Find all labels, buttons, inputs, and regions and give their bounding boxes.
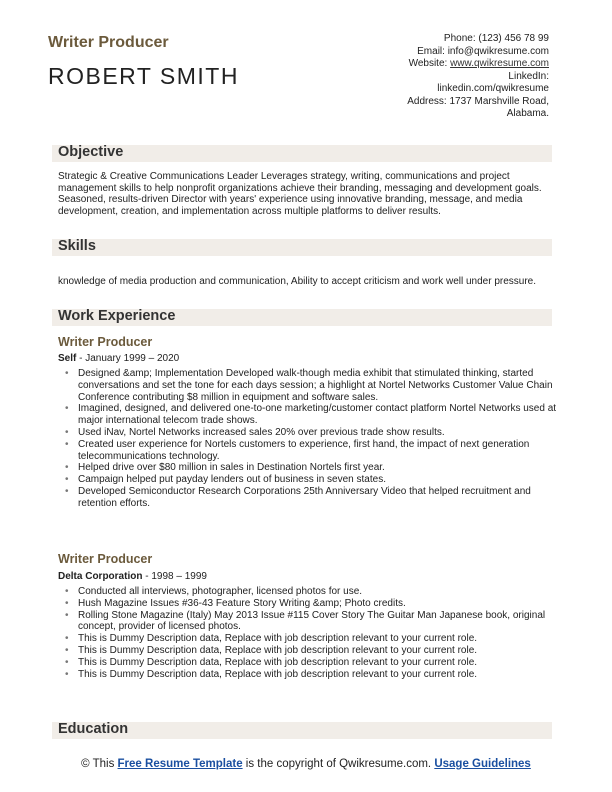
- employer-name: Self: [58, 353, 77, 364]
- list-item: • Created user experience for Nortels customers to experience, first hand, the impact of next generation telecommunications technology.: [65, 438, 530, 462]
- contact-website: [309, 58, 549, 71]
- job-dates: - 1998 – 1999: [142, 571, 207, 582]
- list-item: • This is Dummy Description data, Replace with job description relevant to your current role.: [65, 656, 478, 668]
- bullet-icon: •: [65, 644, 69, 656]
- objective-section-bar: [52, 145, 552, 162]
- objective-text: Strategic & Creative Communications Leader Leverages strategy, writing, communications and project management skills to help nonprofit organizations achieve their branding, messaging and development goals. Seasoned, results-driven Director with years' experience using innovative branding, message, and media development, creation, and implementation across multiple platforms to deliver results.: [58, 171, 542, 217]
- employer-name: Delta Corporation: [58, 571, 143, 582]
- job-dates: - January 1999 – 2020: [76, 353, 180, 364]
- bullet-icon: •: [65, 609, 69, 621]
- list-item: • Designed &amp; Implementation Developed walk-though media exhibit that stimulated thinking, started conversations and set the tone for each days session; a highlight at Nortel Networks Customer Value Chain Conference contributing $8 million in equipment and software sales.: [65, 368, 553, 403]
- candidate-name: ROBERT SMITH: [48, 63, 239, 89]
- list-item: • Imagined, designed, and delivered one-to-one marketing/customer contact platform Nortel Networks used at major international telecom trade shows.: [65, 403, 557, 427]
- job-title: Writer Producer: [58, 552, 153, 566]
- skills-section-bar: [52, 239, 552, 256]
- bullet-icon: •: [65, 668, 69, 680]
- bullet-icon: •: [65, 633, 69, 645]
- contact-phone: Phone: (123) 456 78 99: [443, 33, 549, 44]
- job-employer-line: [58, 353, 179, 364]
- copyright-footer: [60, 758, 552, 771]
- footer-prefix: © This: [81, 758, 118, 770]
- list-item: • Conducted all interviews, photographer, licensed photos for use.: [65, 586, 363, 597]
- job-bullet-list: [64, 368, 558, 510]
- usage-guidelines-link[interactable]: Usage Guidelines: [434, 758, 531, 770]
- bullet-icon: •: [65, 403, 69, 415]
- bullet-icon: •: [65, 485, 69, 497]
- footer-middle: is the copyright of Qwikresume.com.: [242, 758, 435, 770]
- free-resume-template-link[interactable]: Free Resume Template: [117, 758, 243, 770]
- education-title: Education: [58, 721, 129, 737]
- bullet-icon: •: [65, 474, 69, 486]
- list-item: • Rolling Stone Magazine (Italy) May 2013 Issue #115 Cover Story The Guitar Man Japanese book, original concept, provider of licensed photos.: [65, 609, 546, 633]
- bullet-icon: •: [65, 368, 69, 379]
- objective-title: Objective: [58, 144, 124, 160]
- list-item: • Helped drive over $80 million in sales in Destination Nortels first year.: [65, 462, 385, 474]
- bullet-icon: •: [65, 586, 69, 597]
- list-item: • Developed Semiconductor Research Corporations 25th Anniversary Video that helped recruitment and retention efforts.: [65, 485, 531, 509]
- job-bullet-list: [64, 586, 558, 680]
- contact-block: [309, 33, 549, 121]
- list-item: • Campaign helped put payday lenders out of business in seven states.: [65, 474, 386, 486]
- contact-address-line2: Alabama.: [506, 108, 549, 119]
- list-item: • This is Dummy Description data, Replace with job description relevant to your current role.: [65, 633, 478, 645]
- bullet-icon: •: [65, 438, 69, 450]
- contact-address-line1: Address: 1737 Marshville Road,: [407, 95, 549, 107]
- contact-linkedin-label: LinkedIn:: [508, 70, 549, 82]
- website-label: Website:: [408, 58, 451, 69]
- list-item: • This is Dummy Description data, Replace with job description relevant to your current role.: [65, 668, 478, 680]
- contact-linkedin-value: linkedin.com/qwikresume: [437, 83, 549, 94]
- job-employer-line: [58, 571, 207, 582]
- job-title: Writer Producer: [58, 335, 153, 349]
- list-item: • This is Dummy Description data, Replace with job description relevant to your current role.: [65, 644, 478, 656]
- skills-text: knowledge of media production and communication, Ability to accept criticism and work well under pressure.: [58, 276, 537, 287]
- skills-title: Skills: [58, 238, 96, 254]
- list-item: • Used iNav, Nortel Networks increased sales 20% over previous trade show results.: [65, 426, 445, 438]
- contact-email: Email: info@qwikresume.com: [417, 45, 549, 57]
- bullet-icon: •: [65, 597, 69, 609]
- bullet-icon: •: [65, 426, 69, 438]
- header-job-title: Writer Producer: [48, 34, 169, 51]
- list-item: • Hush Magazine Issues #36-43 Feature Story Writing &amp; Photo credits.: [65, 597, 406, 609]
- work-experience-title: Work Experience: [58, 308, 176, 324]
- bullet-icon: •: [65, 656, 69, 668]
- bullet-icon: •: [65, 462, 69, 474]
- website-link[interactable]: www.qwikresume.com: [450, 58, 549, 69]
